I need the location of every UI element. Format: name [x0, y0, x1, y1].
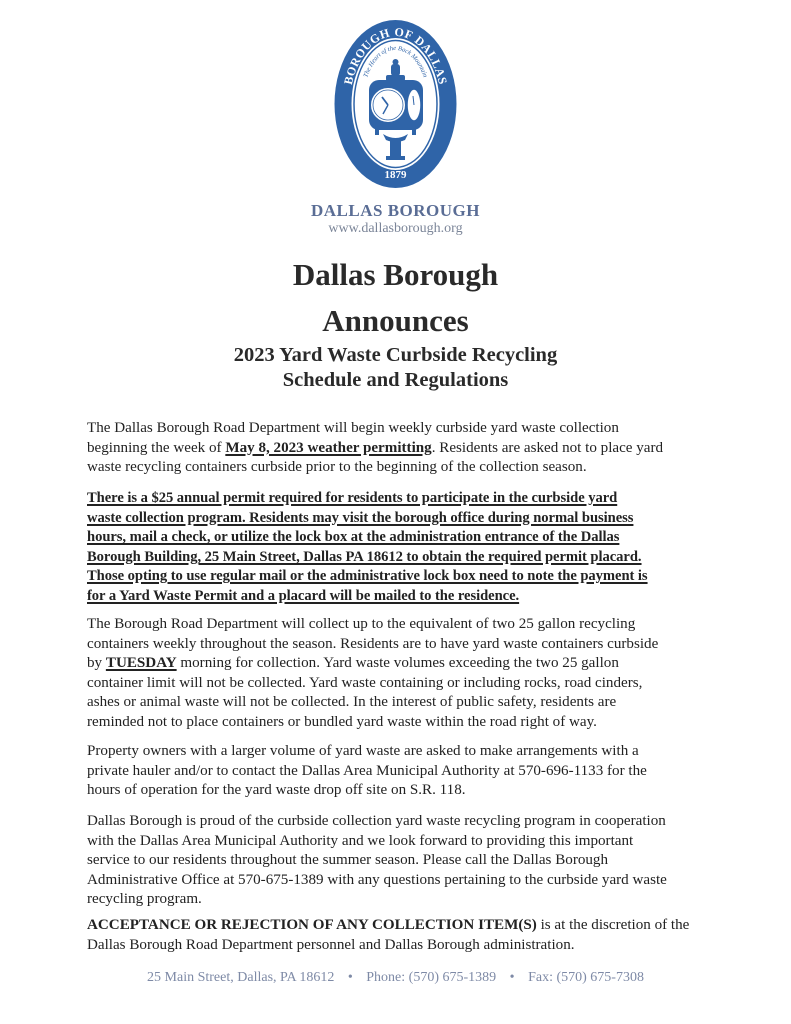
paragraph-program-pride: Dallas Borough is proud of the curbside collection yard waste recycling program in cooperation with the Dallas Area Municipal Authority and we look forward to providing this important service to our residents throughout the summer season. Please call the Dallas Borough Administrative Office at 570-675-1389 with any questions pertaining to the curbside yard waste recycling program. [87, 813, 667, 908]
org-website-link[interactable]: www.dallasborough.org [328, 221, 463, 236]
footer-address: 25 Main Street, Dallas, PA 18612 [147, 970, 335, 985]
footer-phone: Phone: (570) 675-1389 [366, 970, 497, 985]
footer-contact [0, 970, 791, 986]
bullet-separator-icon: • [509, 970, 515, 985]
svg-text:The Heart of the Back Mountain: The Heart of the Back Mountain [362, 44, 429, 79]
bullet-separator-icon: • [347, 970, 353, 985]
page-subtitle-line-1: 2023 Yard Waste Curbside Recycling [233, 344, 558, 366]
footer-fax: Fax: (570) 675-7308 [528, 970, 644, 985]
paragraph-collection-start: The Dallas Borough Road Department will begin weekly curbside yard waste collection beginning the week of May 8, 2023 weather permitting. Residents are asked not to place yard waste recycling containers curbside prior to the beginning of the collection season. [87, 420, 664, 476]
page-subtitle-line-2: Schedule and Regulations [282, 369, 509, 391]
clock-seal-icon [333, 18, 458, 190]
paragraph-acceptance-disclaimer: ACCEPTANCE OR REJECTION OF ANY COLLECTION ITEM(S) is at the discretion of the Dallas Borough Road Department personnel and Dallas Borough administration. [87, 917, 690, 953]
page-title-line-1: Dallas Borough [292, 257, 499, 292]
paragraph-permit-notice: There is a $25 annual permit required for residents to participate in the curbside yard waste collection program. Residents may visit the borough office during normal business hours, mail a check, or utilize the lock box at the administration entrance of the Dallas Borough Building, 25 Main Street, Dallas PA 18612 to obtain the required permit placard. Those opting to use regular mail or the administrative lock box need to note the payment is for a Yard Waste Permit and a placard will be mailed to the residence. [87, 490, 648, 604]
paragraph-large-volume: Property owners with a larger volume of yard waste are asked to make arrangements with a private hauler and/or to contact the Dallas Area Municipal Authority at 570-696-1133 for the hours of operation for the yard waste drop off site on S.R. 118. [87, 743, 647, 799]
start-date-emphasis: May 8, 2023 weather permitting [225, 439, 432, 456]
org-name: DALLAS BOROUGH [311, 201, 480, 220]
collection-day-emphasis: TUESDAY [105, 655, 177, 672]
svg-text:1879: 1879 [384, 169, 407, 181]
svg-text:BOROUGH OF DALLAS: BOROUGH OF DALLAS [340, 24, 451, 87]
acceptance-emphasis: ACCEPTANCE OR REJECTION OF ANY COLLECTION ITEM(S) [87, 917, 537, 933]
borough-seal-logo [333, 18, 458, 190]
paragraph-collection-rules: The Borough Road Department will collect up to the equivalent of two 25 gallon recycling containers weekly throughout the season. Residents are to have yard waste containers curbside by TUESDAY morning for collection. Yard waste volumes exceeding the two 25 gallon container limit will not be collected. Yard waste containing or including rocks, road cinders, ashes or animal waste will not be collected. In the interest of public safety, residents are reminded not to place containers or bundled yard waste within the road right of way. [87, 616, 659, 730]
page-title-line-2: Announces [322, 303, 469, 338]
